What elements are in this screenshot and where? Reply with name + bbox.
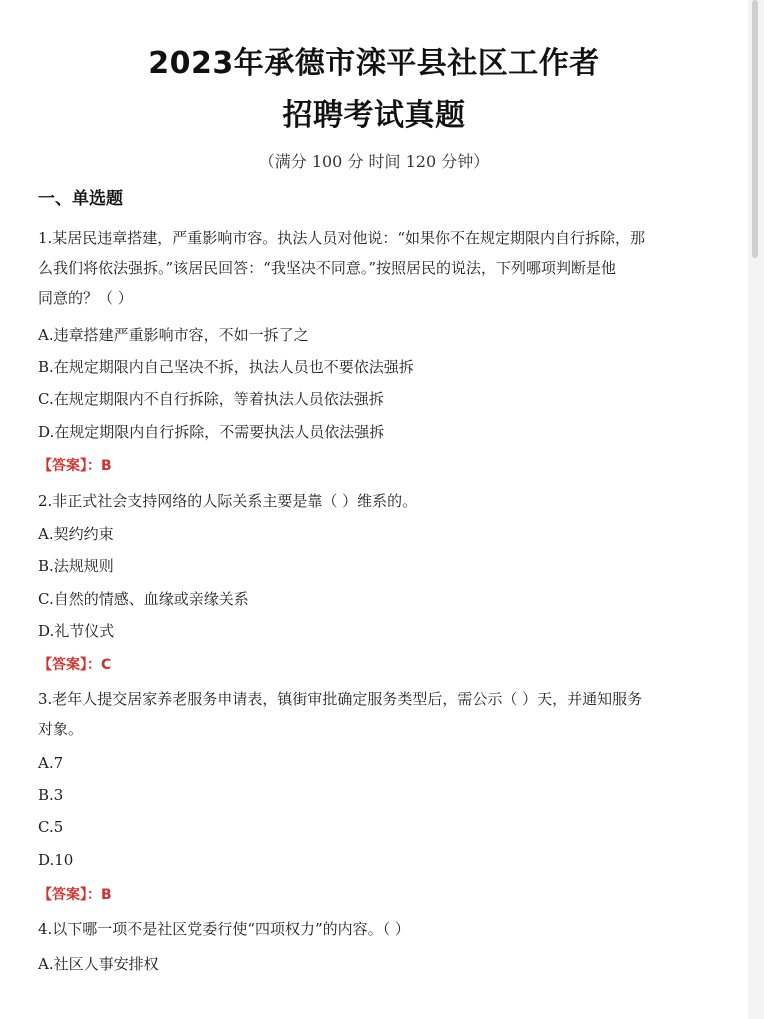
question-text-line: 么我们将依法强拆。”该居民回答：“我坚决不同意。”按照居民的说法，下列哪项判断是他 <box>38 259 617 277</box>
document-title-line2: 招聘考试真题 <box>282 98 466 133</box>
question-2-option-c: C.自然的情感、血缘或亲缘关系 <box>38 590 249 608</box>
question-text-line: 3.老年人提交居家养老服务申请表，镇街审批确定服务类型后，需公示（ ）天，并通知服务 <box>38 690 643 708</box>
scrollbar-thumb[interactable] <box>752 0 758 258</box>
question-1-option-c: C.在规定期限内不自行拆除，等着执法人员依法强拆 <box>38 390 384 408</box>
question-1-option-a: A.违章搭建严重影响市容，不如一拆了之 <box>38 326 309 344</box>
question-4-stem <box>38 914 718 944</box>
question-1-option-d: D.在规定期限内自行拆除，不需要执法人员依法强拆 <box>38 423 385 441</box>
question-3-option-c: C.5 <box>38 818 64 836</box>
vertical-scrollbar[interactable] <box>748 0 764 1019</box>
question-1-answer: 【答案】：B <box>38 458 112 474</box>
question-3-option-a: A.7 <box>38 754 64 772</box>
question-text-line: 同意的？（ ） <box>38 289 133 307</box>
question-text-line: 对象。 <box>38 720 84 738</box>
question-2-option-b: B.法规规则 <box>38 557 114 575</box>
question-2-stem <box>38 486 718 516</box>
question-2-option-d: D.礼节仪式 <box>38 622 115 640</box>
question-2-answer: 【答案】：C <box>38 657 112 673</box>
document-title-line1: 2023年承德市滦平县社区工作者 <box>148 46 600 81</box>
question-3-answer: 【答案】：B <box>38 887 112 903</box>
question-text-line: 2.非正式社会支持网络的人际关系主要是靠（ ）维系的。 <box>38 492 418 510</box>
question-3-option-b: B.3 <box>38 786 64 804</box>
section-heading: 一、单选题 <box>38 189 123 209</box>
question-3-stem <box>38 684 718 744</box>
exam-info: （满分 100 分 时间 120 分钟） <box>258 152 490 171</box>
question-text-line: 1.某居民违章搭建，严重影响市容。执法人员对他说：“如果你不在规定期限内自行拆除，那 <box>38 229 645 247</box>
question-2-option-a: A.契约约束 <box>38 525 114 543</box>
question-4-option-a: A.社区人事安排权 <box>38 955 159 973</box>
question-1-stem <box>38 223 718 313</box>
question-1-option-b: B.在规定期限内自己坚决不拆，执法人员也不要依法强拆 <box>38 358 414 376</box>
question-3-option-d: D.10 <box>38 851 74 869</box>
question-text-line: 4.以下哪一项不是社区党委行使“四项权力”的内容。（ ） <box>38 920 410 938</box>
